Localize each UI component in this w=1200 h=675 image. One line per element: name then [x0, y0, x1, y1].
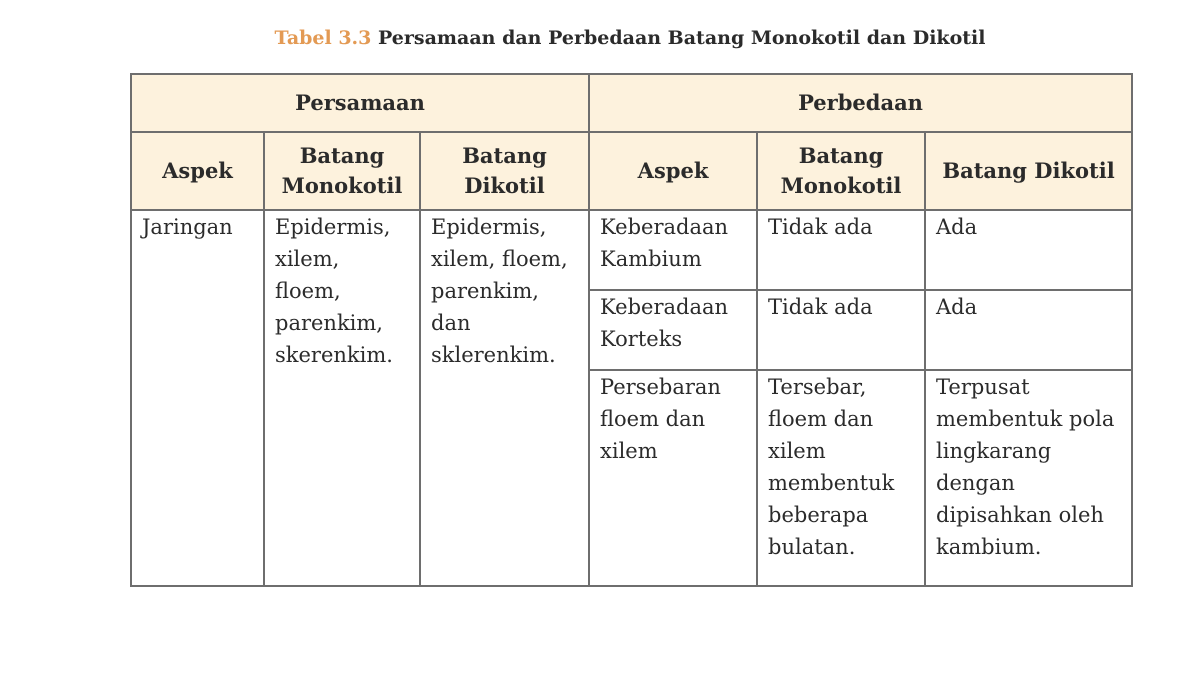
perbedaan-dikotil-cell: Terpusat membentuk pola lingkarang dengan dipisahkan oleh kambium. [925, 370, 1132, 586]
persamaan-monokotil-cell: Epidermis, xilem, floem, parenkim, skerenkim. [264, 210, 420, 586]
caption-title: Persamaan dan Perbedaan Batang Monokotil dan Dikotil [378, 27, 986, 49]
perbedaan-aspek-cell: Keberadaan Korteks [589, 290, 757, 370]
header-dikotil-left: Batang Dikotil [420, 132, 589, 210]
perbedaan-monokotil-cell: Tidak ada [757, 290, 925, 370]
group-header-row [131, 74, 1132, 132]
header-monokotil-left: Batang Monokotil [264, 132, 420, 210]
perbedaan-monokotil-cell: Tersebar, floem dan xilem membentuk beberapa bulatan. [757, 370, 925, 586]
header-perbedaan: Perbedaan [589, 74, 1132, 132]
persamaan-aspek-cell: Jaringan [131, 210, 264, 586]
header-dikotil-right: Batang Dikotil [925, 132, 1132, 210]
table-caption [0, 27, 1200, 49]
header-persamaan: Persamaan [131, 74, 589, 132]
comparison-table [130, 73, 1133, 587]
header-monokotil-right: Batang Monokotil [757, 132, 925, 210]
perbedaan-dikotil-cell: Ada [925, 290, 1132, 370]
caption-label: Tabel 3.3 [274, 27, 372, 49]
perbedaan-aspek-cell: Keberadaan Kambium [589, 210, 757, 290]
perbedaan-aspek-cell: Persebaran floem dan xilem [589, 370, 757, 586]
persamaan-dikotil-cell: Epidermis, xilem, floem, parenkim, dan sklerenkim. [420, 210, 589, 586]
perbedaan-monokotil-cell: Tidak ada [757, 210, 925, 290]
column-header-row [131, 132, 1132, 210]
table-row [131, 210, 1132, 290]
perbedaan-dikotil-cell: Ada [925, 210, 1132, 290]
header-aspek-right: Aspek [589, 132, 757, 210]
header-aspek-left: Aspek [131, 132, 264, 210]
